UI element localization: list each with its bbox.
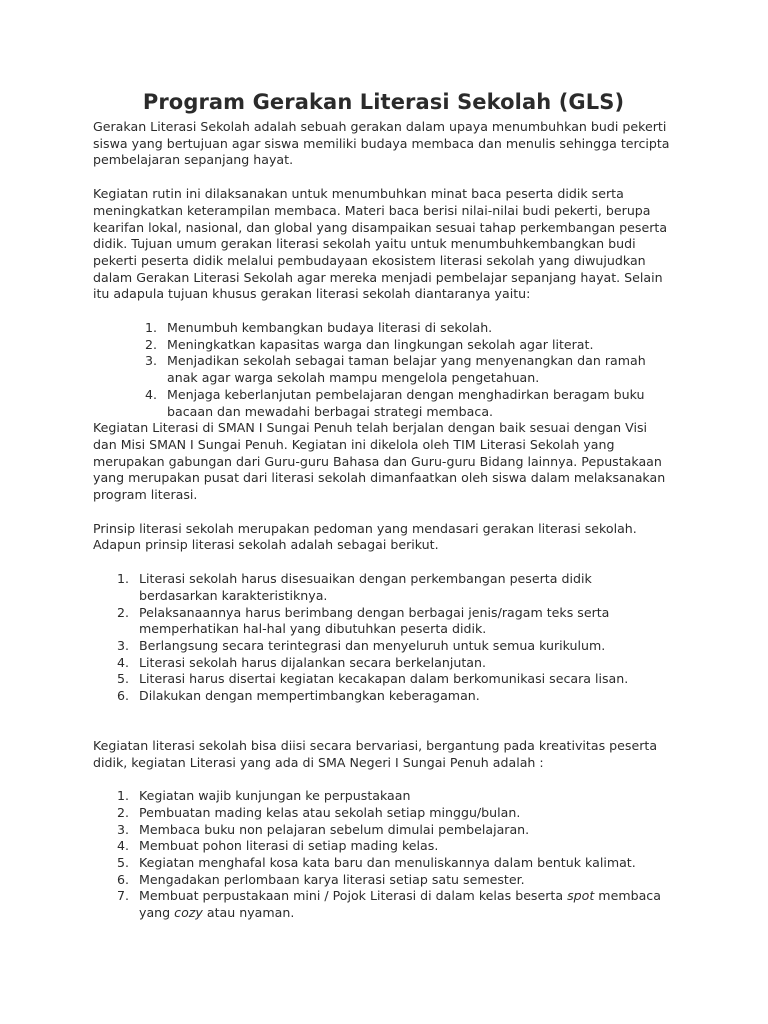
spacer <box>93 705 674 738</box>
list-number: 6. <box>116 871 129 887</box>
list-item <box>93 387 674 420</box>
list-item <box>93 638 674 655</box>
list-item-text: Literasi sekolah harus dijalankan secara berkelanjutan. <box>139 654 487 670</box>
list-item-text: Menjadikan sekolah sebagai taman belajar yang menyenangkan dan ramah anak agar warga sekolah mampu mengelola pengetahuan. <box>167 353 646 386</box>
document-title: Program Gerakan Literasi Sekolah (GLS) <box>142 90 625 114</box>
list-item <box>93 688 674 705</box>
italic-word-cozy: cozy <box>174 905 203 921</box>
list-item <box>93 822 674 839</box>
list-item <box>93 671 674 688</box>
list-item-text: Menumbuh kembangkan budaya literasi di sekolah. <box>167 320 493 336</box>
list-item <box>93 353 674 386</box>
principles-list <box>93 571 674 705</box>
paragraph-intro: Gerakan Literasi Sekolah adalah sebuah gerakan dalam upaya menumbuhkan budi pekerti siswa yang bertujuan agar siswa memiliki budaya membaca dan menulis sehingga tercipta pembelajaran sepanjang hayat. <box>93 119 670 168</box>
list-number: 4. <box>116 838 129 854</box>
spacer <box>93 303 674 320</box>
spacer <box>93 504 674 521</box>
list-number: 3. <box>116 637 129 653</box>
list-item <box>93 655 674 672</box>
list-item-text: Dilakukan dengan mempertimbangkan keberagaman. <box>139 688 480 704</box>
list-item <box>93 872 674 889</box>
list-item-text: Meningkatkan kapasitas warga dan lingkungan sekolah agar literat. <box>167 336 594 352</box>
paragraph-activities-intro: Kegiatan literasi sekolah bisa diisi secara bervariasi, bergantung pada kreativitas peserta didik, kegiatan Literasi yang ada di SMA Negeri I Sungai Penuh adalah : <box>93 737 658 770</box>
list-number: 5. <box>116 671 129 687</box>
list-item <box>93 888 674 921</box>
text-run: atau nyaman. <box>202 905 295 921</box>
list-item-text: Mengadakan perlombaan karya literasi setiap satu semester. <box>139 871 525 887</box>
paragraph-activities-school: Kegiatan Literasi di SMAN I Sungai Penuh telah berjalan dengan baik sesuai dengan Visi dan Misi SMAN I Sungai Penuh. Kegiatan ini dikelola oleh TIM Literasi Sekolah yang merupakan gabungan dari Guru-guru Bahasa dan Guru-guru Bidang lainnya. Pepustakaan yang merupakan pusat dari literasi sekolah dimanfaatkan oleh siswa dalam melaksanakan program literasi. <box>93 420 666 503</box>
list-item-text: Berlangsung secara terintegrasi dan menyeluruh untuk semua kurikulum. <box>139 637 606 653</box>
list-item <box>93 571 674 604</box>
list-item-text: Menjaga keberlanjutan pembelajaran dengan menghadirkan beragam buku bacaan dan mewadahi berbagai strategi membaca. <box>167 386 645 419</box>
list-item <box>93 788 674 805</box>
list-number: 3. <box>144 353 157 369</box>
list-item <box>93 805 674 822</box>
list-item-text: Membuat pohon literasi di setiap mading kelas. <box>139 838 439 854</box>
text-run: membaca yang <box>139 888 661 921</box>
list-item <box>93 855 674 872</box>
list-item-text: Pembuatan mading kelas atau sekolah setiap minggu/bulan. <box>139 804 521 820</box>
list-number: 4. <box>144 386 157 402</box>
list-item-text: Kegiatan menghafal kosa kata baru dan menuliskannya dalam bentuk kalimat. <box>139 855 636 871</box>
goals-list <box>93 320 674 420</box>
list-item <box>93 838 674 855</box>
list-number: 6. <box>116 688 129 704</box>
list-number: 1. <box>116 788 129 804</box>
list-item-text: Kegiatan wajib kunjungan ke perpustakaan <box>139 788 411 804</box>
list-number: 3. <box>116 821 129 837</box>
text-run: Membuat perpustakaan mini / Pojok Literasi di dalam kelas beserta <box>139 888 568 904</box>
paragraph-principles: Prinsip literasi sekolah merupakan pedoman yang mendasari gerakan literasi sekolah. Adapun prinsip literasi sekolah adalah sebagai berikut. <box>93 520 637 553</box>
list-number: 4. <box>116 654 129 670</box>
list-item-text <box>139 888 661 920</box>
list-number: 5. <box>116 855 129 871</box>
list-number: 2. <box>116 604 129 620</box>
list-item <box>93 320 674 337</box>
list-item-text: Membaca buku non pelajaran sebelum dimulai pembelajaran. <box>139 821 530 837</box>
spacer <box>93 771 674 788</box>
list-item-text: Literasi sekolah harus disesuaikan dengan perkembangan peserta didik berdasarkan karakteristiknya. <box>139 571 592 603</box>
list-number: 2. <box>116 804 129 820</box>
activities-list <box>93 788 674 922</box>
list-number: 2. <box>144 336 157 352</box>
spacer <box>93 554 674 571</box>
list-item <box>93 337 674 354</box>
list-number: 1. <box>144 320 157 336</box>
italic-word-spot: spot <box>567 888 595 904</box>
list-item-text: Pelaksanaannya harus berimbang dengan berbagai jenis/ragam teks serta memperhatikan hal-hal yang dibutuhkan peserta didik. <box>139 604 610 637</box>
list-number: 1. <box>116 571 129 587</box>
list-item-text: Literasi harus disertai kegiatan kecakapan dalam berkomunikasi secara lisan. <box>139 671 629 687</box>
list-number: 7. <box>116 888 129 904</box>
paragraph-goals: Kegiatan rutin ini dilaksanakan untuk menumbuhkan minat baca peserta didik serta meningkatkan keterampilan membaca. Materi baca berisi nilai-nilai budi pekerti, berupa kearifan lokal, nasional, dan global yang disampaikan sesuai tahap perkembangan peserta didik. Tujuan umum gerakan literasi sekolah yaitu untuk menumbuhkembangkan budi pekerti peserta didik melalui pembudayaan ekosistem literasi sekolah yang diwujudkan dalam Gerakan Literasi Sekolah agar mereka menjadi pembelajar sepanjang hayat. Selain itu adapula tujuan khusus gerakan literasi sekolah diantaranya yaitu: <box>93 186 668 302</box>
spacer <box>93 169 674 186</box>
list-item <box>93 605 674 638</box>
